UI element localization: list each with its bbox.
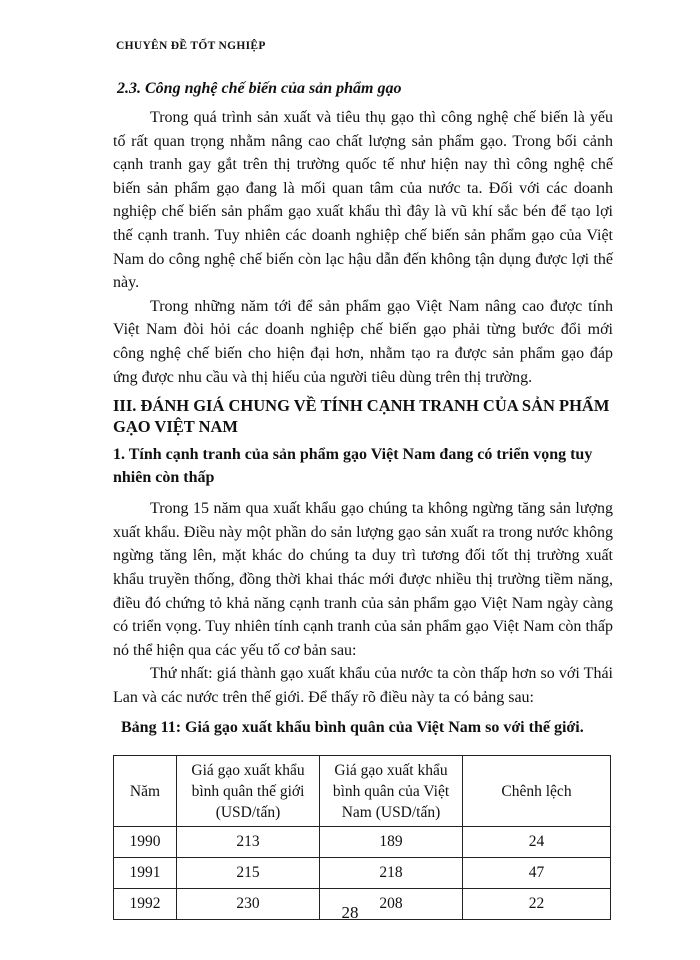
table-cell: 230 bbox=[177, 889, 320, 920]
table-cell: 213 bbox=[177, 827, 320, 858]
table-cell: 24 bbox=[463, 827, 611, 858]
paragraph: Trong những năm tới để sản phẩm gạo Việt Nam nâng cao được tính Việt Nam đòi hỏi các doanh nghiệp chế biến gạo phải từng bước đổi mới công nghệ chế biến cho hiện đại hơn, nhằm tạo ra được sản phẩm gạo đáp ứng được nhu cầu và thị hiếu của người tiêu dùng trên thị trường. bbox=[113, 297, 613, 386]
table-cell: 22 bbox=[463, 889, 611, 920]
column-header-year: Năm bbox=[114, 756, 177, 827]
paragraph: Trong quá trình sản xuất và tiêu thụ gạo thì công nghệ chế biến là yếu tố rất quan trọng nhằm nâng cao chất lượng sản phẩm gạo. Trong bối cảnh cạnh tranh gay gắt trên thị trường quốc tế như hiện nay thì công nghệ chế biến sản phẩm gạo đang là mối quan tâm của nước ta. Đối với các doanh nghiệp chế biến sản phẩm gạo xuất khẩu thì đây là vũ khí sắc bén để tạo lợi thế cạnh tranh. Tuy nhiên các doanh nghiệp chế biến sản phẩm gạo của Việt Nam do công nghệ chế biến còn lạc hậu dẫn đến không tận dụng được lợi thế này. bbox=[113, 109, 613, 292]
price-table bbox=[113, 755, 611, 920]
part-heading: III. ĐÁNH GIÁ CHUNG VỀ TÍNH CẠNH TRANH CỦA SẢN PHẨM GẠO VIỆT NAM bbox=[113, 396, 610, 437]
table-caption: Bảng 11: Giá gạo xuất khẩu bình quân của Việt Nam so với thế giới. bbox=[121, 719, 584, 737]
table-cell: 215 bbox=[177, 858, 320, 889]
table-cell: 1991 bbox=[114, 858, 177, 889]
table-cell: 1992 bbox=[114, 889, 177, 920]
table-row bbox=[114, 858, 611, 889]
column-header-vietnam-price: Giá gạo xuất khẩu bình quân của Việt Nam (USD/tấn) bbox=[320, 756, 463, 827]
table-cell: 208 bbox=[320, 889, 463, 920]
table-cell: 189 bbox=[320, 827, 463, 858]
sub-heading: 1. Tính cạnh tranh của sản phẩm gạo Việt Nam đang có triển vọng tuy nhiên còn thấp bbox=[113, 446, 593, 487]
page-number: 28 bbox=[341, 903, 359, 922]
table-header-row bbox=[114, 756, 611, 827]
table-cell: 1990 bbox=[114, 827, 177, 858]
column-header-difference: Chênh lệch bbox=[463, 756, 611, 827]
running-header: CHUYÊN ĐỀ TỐT NGHIỆP bbox=[116, 40, 266, 52]
page-content bbox=[113, 80, 613, 920]
section-title: 2.3. Công nghệ chế biến của sản phẩm gạo bbox=[117, 80, 402, 97]
table-cell: 218 bbox=[320, 858, 463, 889]
column-header-world-price: Giá gạo xuất khẩu bình quân thế giới (USD/tấn) bbox=[177, 756, 320, 827]
paragraph: Trong 15 năm qua xuất khẩu gạo chúng ta không ngừng tăng sản lượng xuất khẩu. Điều này một phần do sản lượng gạo sản xuất ra trong nước không ngừng tăng lên, mặt khác do chúng ta duy trì tương đối tốt thị trường xuất khẩu truyền thống, đồng thời khai thác mới được nhiều thị trường tiềm năng, điều đó chứng tỏ khả năng cạnh tranh của sản phẩm gạo Việt Nam ngày càng có triển vọng. Tuy nhiên tính cạnh tranh của sản phẩm gạo Việt Nam còn thấp nó thể hiện qua các yếu tố cơ bản sau: bbox=[113, 500, 613, 659]
paragraph: Thứ nhất: giá thành gạo xuất khẩu của nước ta còn thấp hơn so với Thái Lan và các nước trên thế giới. Để thấy rõ điều này ta có bảng sau: bbox=[113, 665, 613, 706]
table-cell: 47 bbox=[463, 858, 611, 889]
table-row bbox=[114, 827, 611, 858]
